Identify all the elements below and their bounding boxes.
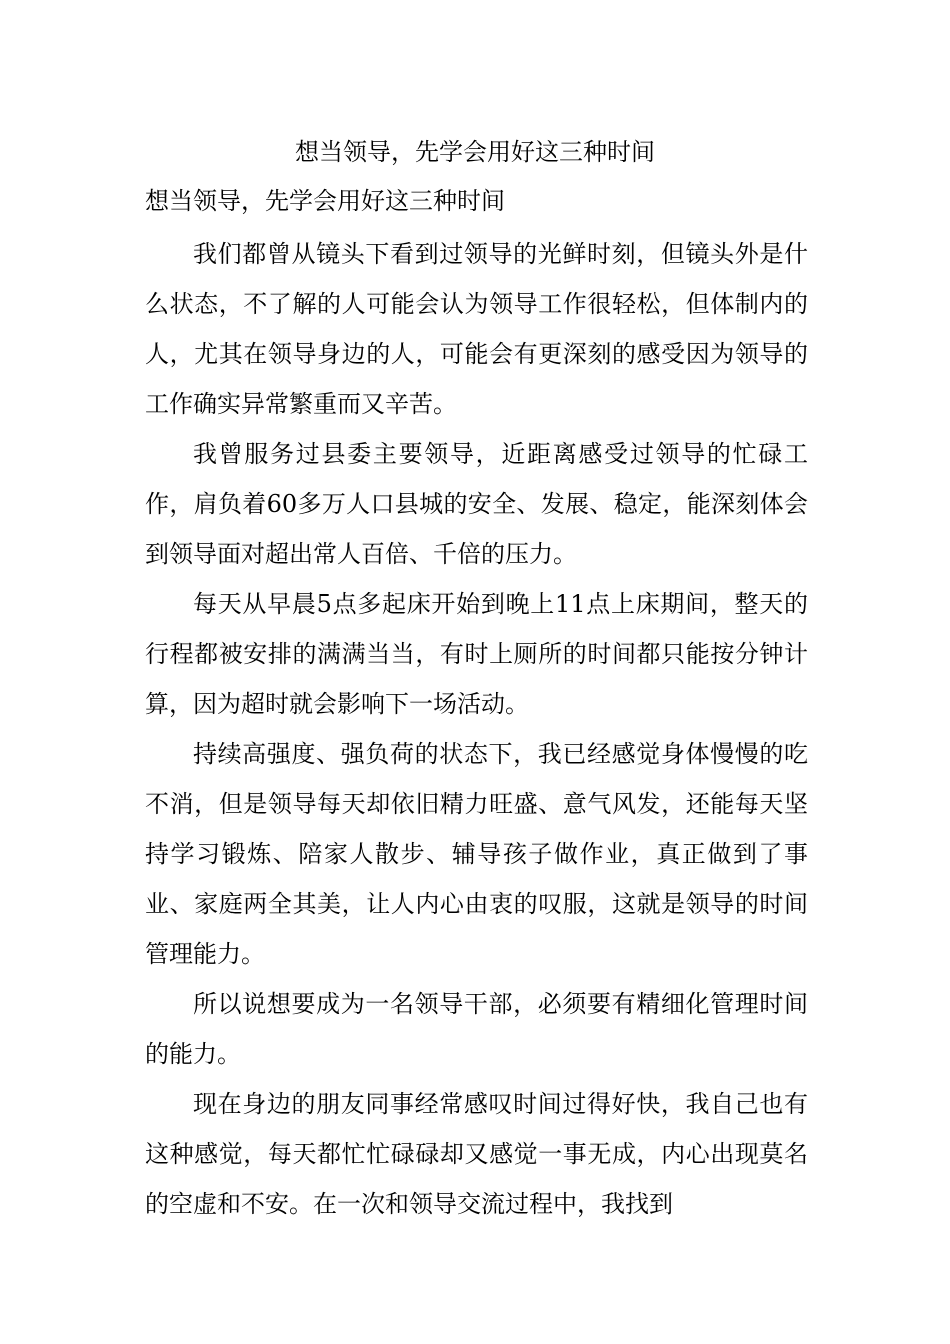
paragraph: 持续高强度、强负荷的状态下，我已经感觉身体慢慢的吃不消，但是领导每天却依旧精力旺盛、意气风发，还能每天坚持学习锻炼、陪家人散步、辅导孩子做作业，真正做到了事业、家庭两全其美，让人内心由衷的叹服，这就是领导的时间管理能力。 (145, 740, 808, 968)
document-subtitle: 想当领导，先学会用好这三种时间 (145, 187, 505, 215)
document-title: 想当领导，先学会用好这三种时间 (295, 138, 655, 166)
paragraph: 现在身边的朋友同事经常感叹时间过得好快，我自己也有这种感觉，每天都忙忙碌碌却又感觉一事无成，内心出现莫名的空虚和不安。在一次和领导交流过程中，我找到 (145, 1090, 808, 1218)
paragraph: 我们都曾从镜头下看到过领导的光鲜时刻，但镜头外是什么状态，不了解的人可能会认为领导工作很轻松，但体制内的人，尤其在领导身边的人，可能会有更深刻的感受因为领导的工作确实异常繁重而又辛苦。 (145, 240, 808, 418)
paragraph: 所以说想要成为一名领导干部，必须要有精细化管理时间的能力。 (145, 990, 808, 1068)
document-body (145, 229, 808, 1229)
paragraph: 我曾服务过县委主要领导，近距离感受过领导的忙碌工作，肩负着60多万人口县城的安全、发展、稳定，能深刻体会到领导面对超出常人百倍、千倍的压力。 (145, 440, 808, 568)
paragraph: 每天从早晨5点多起床开始到晚上11点上床期间，整天的行程都被安排的满满当当，有时上厕所的时间都只能按分钟计算，因为超时就会影响下一场活动。 (145, 590, 808, 718)
